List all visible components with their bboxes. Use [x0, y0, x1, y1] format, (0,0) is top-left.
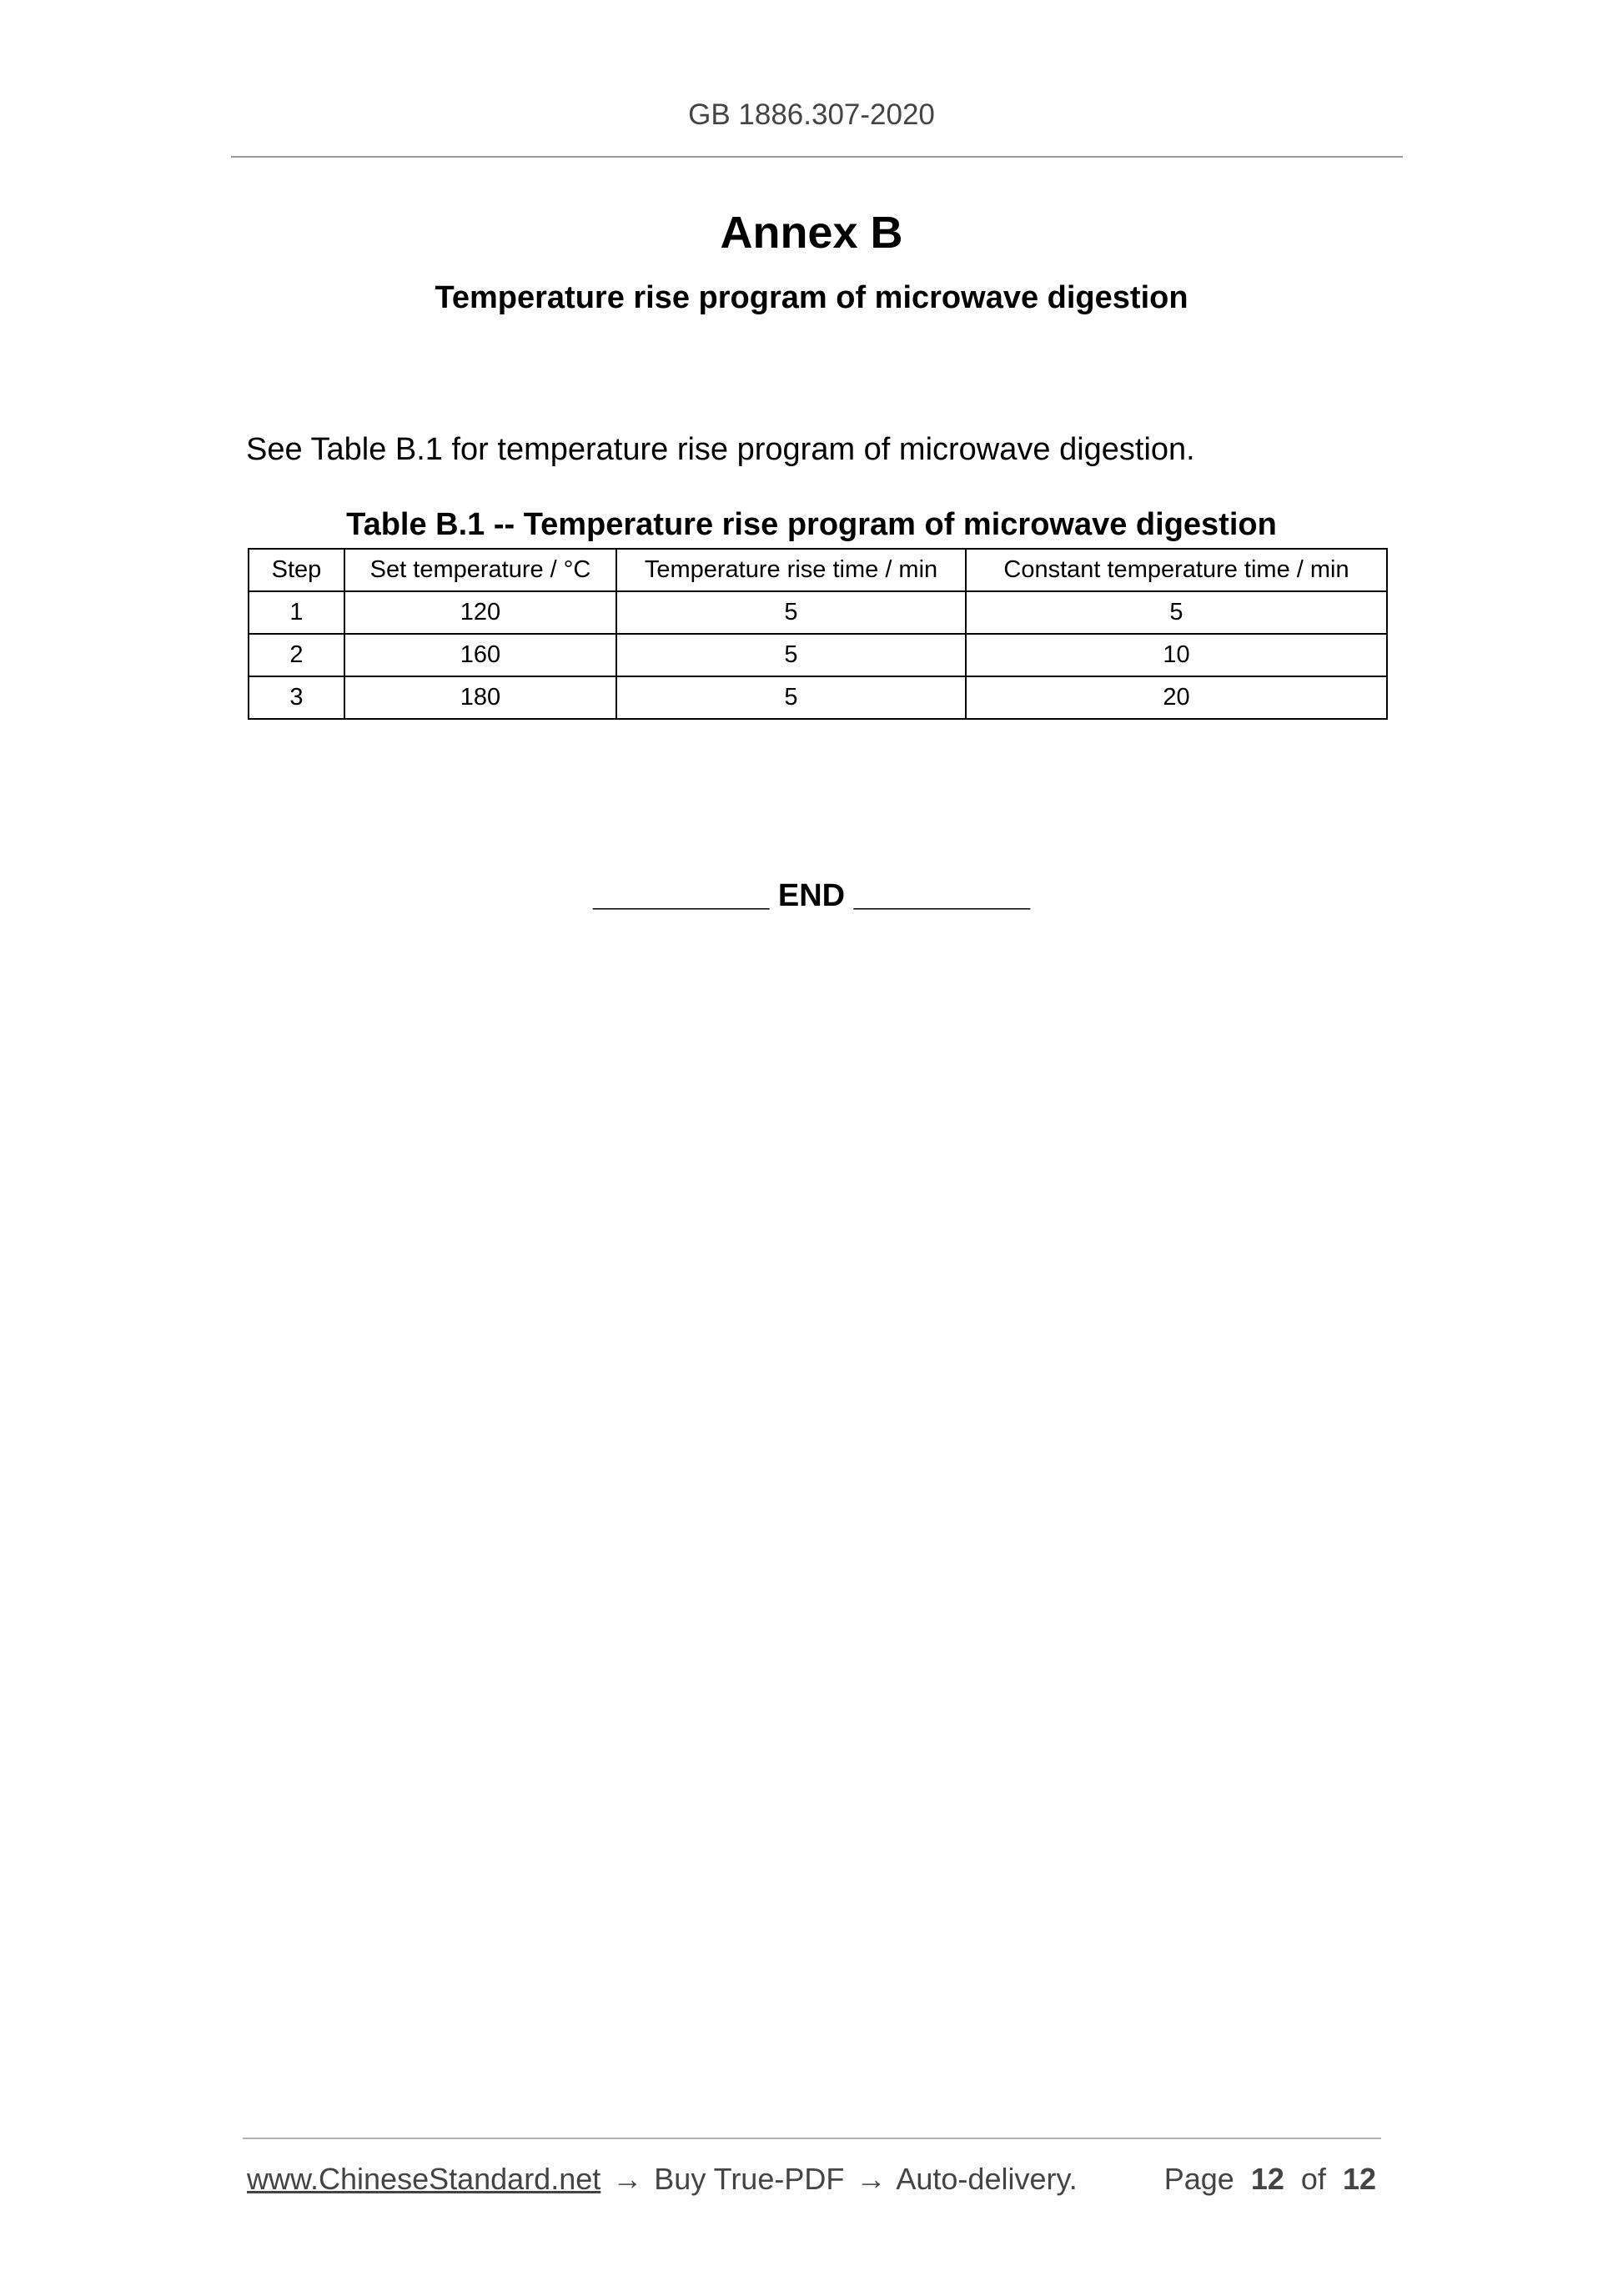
header-divider [231, 156, 1403, 158]
cell-set-temperature: 160 [344, 634, 616, 676]
page-label: Page [1163, 2162, 1234, 2196]
right-arrow-icon: → [612, 2162, 643, 2196]
annex-title: Annex B [720, 208, 903, 258]
header-constant-time: Constant temperature time / min [966, 549, 1387, 591]
annex-subtitle: Temperature rise program of microwave digestion [435, 280, 1188, 315]
document-code: GB 1886.307-2020 [688, 98, 935, 131]
footer-promo [247, 2162, 1078, 2197]
table-caption: Table B.1 -- Temperature rise program of microwave digestion [346, 507, 1277, 542]
page-total: 12 [1342, 2162, 1376, 2196]
table-header-row [249, 549, 1387, 591]
table-row [249, 634, 1387, 676]
cell-constant-time: 10 [966, 634, 1387, 676]
end-marker: __________ END __________ [592, 878, 1031, 913]
footer-buy-text: Buy True-PDF [654, 2162, 845, 2196]
footer-delivery-text: Auto-delivery. [896, 2162, 1078, 2196]
header-rise-time: Temperature rise time / min [616, 549, 966, 591]
cell-set-temperature: 120 [344, 591, 616, 634]
temperature-program-table [248, 548, 1388, 720]
cell-rise-time: 5 [616, 591, 966, 634]
header-set-temperature: Set temperature / °C [344, 549, 616, 591]
cell-set-temperature: 180 [344, 676, 616, 719]
cell-step: 1 [249, 591, 344, 634]
cell-constant-time: 5 [966, 591, 1387, 634]
table-row [249, 591, 1387, 634]
intro-paragraph: See Table B.1 for temperature rise program of microwave digestion. [246, 432, 1195, 467]
page-current: 12 [1250, 2162, 1284, 2196]
website-link[interactable]: www.ChineseStandard.net [247, 2162, 601, 2196]
cell-rise-time: 5 [616, 676, 966, 719]
footer-divider [243, 2138, 1381, 2139]
cell-constant-time: 20 [966, 676, 1387, 719]
cell-step: 2 [249, 634, 344, 676]
table-row [249, 676, 1387, 719]
cell-step: 3 [249, 676, 344, 719]
page-indicator [1164, 2162, 1376, 2197]
cell-rise-time: 5 [616, 634, 966, 676]
of-label: of [1300, 2162, 1326, 2196]
header-step: Step [249, 549, 344, 591]
right-arrow-icon: → [856, 2162, 887, 2196]
